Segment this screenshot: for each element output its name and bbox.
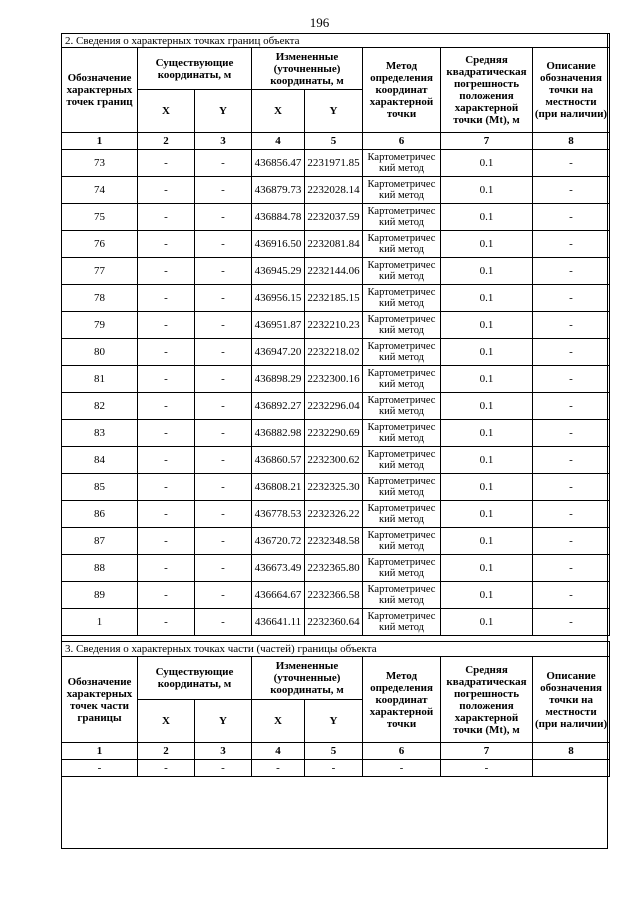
header-updated-x: X (252, 90, 305, 133)
x-cell: 436892.27 (252, 393, 305, 420)
point-cell: 85 (62, 474, 138, 501)
existing-x-cell: - (138, 285, 195, 312)
header-updated: Измененные (уточненные) координаты, м (252, 657, 363, 700)
existing-x-cell: - (138, 339, 195, 366)
x-cell: 436884.78 (252, 204, 305, 231)
header-point: Обозначение характерных точек границ (62, 48, 138, 133)
col-number: 5 (305, 743, 363, 760)
header-method: Метод определения координат характерной точки (363, 657, 441, 743)
existing-x-cell: - (138, 177, 195, 204)
existing-y-cell: - (195, 312, 252, 339)
description-cell: - (533, 501, 610, 528)
error-cell: 0.1 (441, 582, 533, 609)
existing-x-cell: - (138, 528, 195, 555)
header-updated-y: Y (305, 700, 363, 743)
point-cell: 87 (62, 528, 138, 555)
table-row (62, 204, 610, 231)
description-cell: - (533, 582, 610, 609)
error-cell: 0.1 (441, 609, 533, 636)
page-number: 196 (309, 15, 330, 30)
table-row (62, 366, 610, 393)
table-row (62, 501, 610, 528)
description-cell: - (533, 339, 610, 366)
col-number: 2 (138, 133, 195, 150)
header-existing-x: X (138, 700, 195, 743)
existing-x-cell: - (138, 447, 195, 474)
method-cell: Картометричес кий метод (363, 150, 441, 177)
point-cell: 78 (62, 285, 138, 312)
existing-y-cell: - (195, 204, 252, 231)
col-number: 3 (195, 133, 252, 150)
col-number: 8 (533, 133, 610, 150)
existing-y-cell: - (195, 760, 252, 777)
error-cell: - (441, 760, 533, 777)
y-cell: 2232028.14 (305, 177, 363, 204)
existing-y-cell: - (195, 393, 252, 420)
method-cell: Картометричес кий метод (363, 312, 441, 339)
col-number: 6 (363, 133, 441, 150)
method-cell: Картометричес кий метод (363, 285, 441, 312)
method-cell: Картометричес кий метод (363, 582, 441, 609)
header-method: Метод определения координат характерной точки (363, 48, 441, 133)
error-cell: 0.1 (441, 204, 533, 231)
x-cell: 436641.11 (252, 609, 305, 636)
col-number: 8 (533, 743, 610, 760)
existing-y-cell: - (195, 339, 252, 366)
existing-x-cell: - (138, 366, 195, 393)
existing-y-cell: - (195, 582, 252, 609)
y-cell: 2232037.59 (305, 204, 363, 231)
section2-table (61, 33, 610, 636)
existing-y-cell: - (195, 231, 252, 258)
x-cell: - (252, 760, 305, 777)
header-existing: Существующие координаты, м (138, 48, 252, 90)
point-cell: 84 (62, 447, 138, 474)
header-description: Описание обозначения точки на местности (при наличии) (533, 48, 610, 133)
error-cell: 0.1 (441, 177, 533, 204)
existing-y-cell: - (195, 609, 252, 636)
x-cell: 436856.47 (252, 150, 305, 177)
point-cell: 73 (62, 150, 138, 177)
y-cell: 2232290.69 (305, 420, 363, 447)
error-cell: 0.1 (441, 339, 533, 366)
header-error: Средняя квадратическая погрешность положения характерной точки (Mt), м (441, 657, 533, 743)
method-cell: Картометричес кий метод (363, 393, 441, 420)
table-row (62, 231, 610, 258)
method-cell: Картометричес кий метод (363, 555, 441, 582)
table-row (62, 420, 610, 447)
x-cell: 436673.49 (252, 555, 305, 582)
table-row (62, 285, 610, 312)
error-cell: 0.1 (441, 312, 533, 339)
header-error: Средняя квадратическая погрешность положения характерной точки (Mt), м (441, 48, 533, 133)
y-cell: 2232325.30 (305, 474, 363, 501)
table-row (62, 177, 610, 204)
y-cell: 2232365.80 (305, 555, 363, 582)
existing-y-cell: - (195, 555, 252, 582)
x-cell: 436951.87 (252, 312, 305, 339)
point-cell: 77 (62, 258, 138, 285)
point-cell: 82 (62, 393, 138, 420)
x-cell: 436808.21 (252, 474, 305, 501)
y-cell: 2232360.64 (305, 609, 363, 636)
y-cell: 2232218.02 (305, 339, 363, 366)
header-existing-y: Y (195, 90, 252, 133)
description-cell: - (533, 474, 610, 501)
point-cell: 74 (62, 177, 138, 204)
method-cell: Картометричес кий метод (363, 204, 441, 231)
existing-y-cell: - (195, 420, 252, 447)
header-point: Обозначение характерных точек части границы (62, 657, 138, 743)
table-row (62, 258, 610, 285)
point-cell: 86 (62, 501, 138, 528)
header-existing-x: X (138, 90, 195, 133)
y-cell: 2232300.16 (305, 366, 363, 393)
description-cell: - (533, 447, 610, 474)
col-number: 4 (252, 743, 305, 760)
table-row (62, 312, 610, 339)
header-description: Описание обозначения точки на местности (при наличии) (533, 657, 610, 743)
col-number: 1 (62, 743, 138, 760)
existing-y-cell: - (195, 474, 252, 501)
method-cell: Картометричес кий метод (363, 474, 441, 501)
existing-x-cell: - (138, 231, 195, 258)
table-row (62, 582, 610, 609)
method-cell: Картометричес кий метод (363, 609, 441, 636)
table-row (62, 474, 610, 501)
y-cell: 2232296.04 (305, 393, 363, 420)
existing-x-cell: - (138, 501, 195, 528)
y-cell: 2232081.84 (305, 231, 363, 258)
x-cell: 436860.57 (252, 447, 305, 474)
point-cell: 88 (62, 555, 138, 582)
point-cell: 83 (62, 420, 138, 447)
point-cell: 89 (62, 582, 138, 609)
existing-y-cell: - (195, 285, 252, 312)
existing-x-cell: - (138, 474, 195, 501)
x-cell: 436947.20 (252, 339, 305, 366)
x-cell: 436945.29 (252, 258, 305, 285)
section2-title: 2. Сведения о характерных точках границ объекта (62, 34, 610, 48)
x-cell: 436720.72 (252, 528, 305, 555)
existing-x-cell: - (138, 258, 195, 285)
x-cell: 436916.50 (252, 231, 305, 258)
existing-x-cell: - (138, 150, 195, 177)
method-cell: Картометричес кий метод (363, 501, 441, 528)
table-row (62, 150, 610, 177)
section3-title: 3. Сведения о характерных точках части (частей) границы объекта (62, 642, 610, 657)
header-existing-y: Y (195, 700, 252, 743)
point-cell: 1 (62, 609, 138, 636)
table-row (62, 339, 610, 366)
existing-x-cell: - (138, 393, 195, 420)
error-cell: 0.1 (441, 501, 533, 528)
error-cell: 0.1 (441, 231, 533, 258)
existing-y-cell: - (195, 366, 252, 393)
point-cell: 80 (62, 339, 138, 366)
existing-y-cell: - (195, 177, 252, 204)
y-cell: 2232326.22 (305, 501, 363, 528)
table-row (62, 760, 610, 777)
existing-y-cell: - (195, 258, 252, 285)
description-cell: - (533, 231, 610, 258)
x-cell: 436879.73 (252, 177, 305, 204)
y-cell: 2232300.62 (305, 447, 363, 474)
existing-x-cell: - (138, 582, 195, 609)
existing-x-cell: - (138, 312, 195, 339)
existing-y-cell: - (195, 150, 252, 177)
header-updated-y: Y (305, 90, 363, 133)
point-cell: 79 (62, 312, 138, 339)
description-cell: - (533, 312, 610, 339)
header-existing: Существующие координаты, м (138, 657, 252, 700)
existing-x-cell: - (138, 555, 195, 582)
y-cell: 2231971.85 (305, 150, 363, 177)
point-cell: 81 (62, 366, 138, 393)
description-cell (533, 760, 610, 777)
header-updated: Измененные (уточненные) координаты, м (252, 48, 363, 90)
y-cell: 2232144.06 (305, 258, 363, 285)
x-cell: 436778.53 (252, 501, 305, 528)
error-cell: 0.1 (441, 285, 533, 312)
x-cell: 436882.98 (252, 420, 305, 447)
col-number: 1 (62, 133, 138, 150)
method-cell: Картометричес кий метод (363, 339, 441, 366)
section2-rows (62, 150, 610, 636)
col-number: 3 (195, 743, 252, 760)
description-cell: - (533, 177, 610, 204)
y-cell: - (305, 760, 363, 777)
col-number: 5 (305, 133, 363, 150)
method-cell: Картометричес кий метод (363, 528, 441, 555)
error-cell: 0.1 (441, 528, 533, 555)
header-updated-x: X (252, 700, 305, 743)
error-cell: 0.1 (441, 447, 533, 474)
col-number: 4 (252, 133, 305, 150)
x-cell: 436664.67 (252, 582, 305, 609)
y-cell: 2232185.15 (305, 285, 363, 312)
method-cell: Картометричес кий метод (363, 231, 441, 258)
error-cell: 0.1 (441, 474, 533, 501)
error-cell: 0.1 (441, 258, 533, 285)
section3-rows (62, 760, 610, 777)
table-row (62, 528, 610, 555)
point-cell: 76 (62, 231, 138, 258)
table-row (62, 447, 610, 474)
x-cell: 436956.15 (252, 285, 305, 312)
existing-x-cell: - (138, 609, 195, 636)
col-number: 7 (441, 743, 533, 760)
point-cell: 75 (62, 204, 138, 231)
error-cell: 0.1 (441, 420, 533, 447)
method-cell: Картометричес кий метод (363, 177, 441, 204)
col-number: 7 (441, 133, 533, 150)
error-cell: 0.1 (441, 150, 533, 177)
method-cell: Картометричес кий метод (363, 258, 441, 285)
error-cell: 0.1 (441, 366, 533, 393)
existing-x-cell: - (138, 204, 195, 231)
section3-table (61, 641, 610, 777)
error-cell: 0.1 (441, 555, 533, 582)
method-cell: Картометричес кий метод (363, 447, 441, 474)
existing-y-cell: - (195, 447, 252, 474)
description-cell: - (533, 528, 610, 555)
description-cell: - (533, 150, 610, 177)
table-row (62, 555, 610, 582)
error-cell: 0.1 (441, 393, 533, 420)
col-number: 6 (363, 743, 441, 760)
description-cell: - (533, 609, 610, 636)
description-cell: - (533, 285, 610, 312)
point-cell: - (62, 760, 138, 777)
description-cell: - (533, 555, 610, 582)
y-cell: 2232348.58 (305, 528, 363, 555)
description-cell: - (533, 420, 610, 447)
existing-y-cell: - (195, 528, 252, 555)
description-cell: - (533, 366, 610, 393)
table-row (62, 393, 610, 420)
method-cell: Картометричес кий метод (363, 420, 441, 447)
existing-y-cell: - (195, 501, 252, 528)
y-cell: 2232210.23 (305, 312, 363, 339)
col-number: 2 (138, 743, 195, 760)
existing-x-cell: - (138, 420, 195, 447)
description-cell: - (533, 258, 610, 285)
y-cell: 2232366.58 (305, 582, 363, 609)
existing-x-cell: - (138, 760, 195, 777)
method-cell: Картометричес кий метод (363, 366, 441, 393)
x-cell: 436898.29 (252, 366, 305, 393)
table-row (62, 609, 610, 636)
method-cell: - (363, 760, 441, 777)
description-cell: - (533, 204, 610, 231)
description-cell: - (533, 393, 610, 420)
